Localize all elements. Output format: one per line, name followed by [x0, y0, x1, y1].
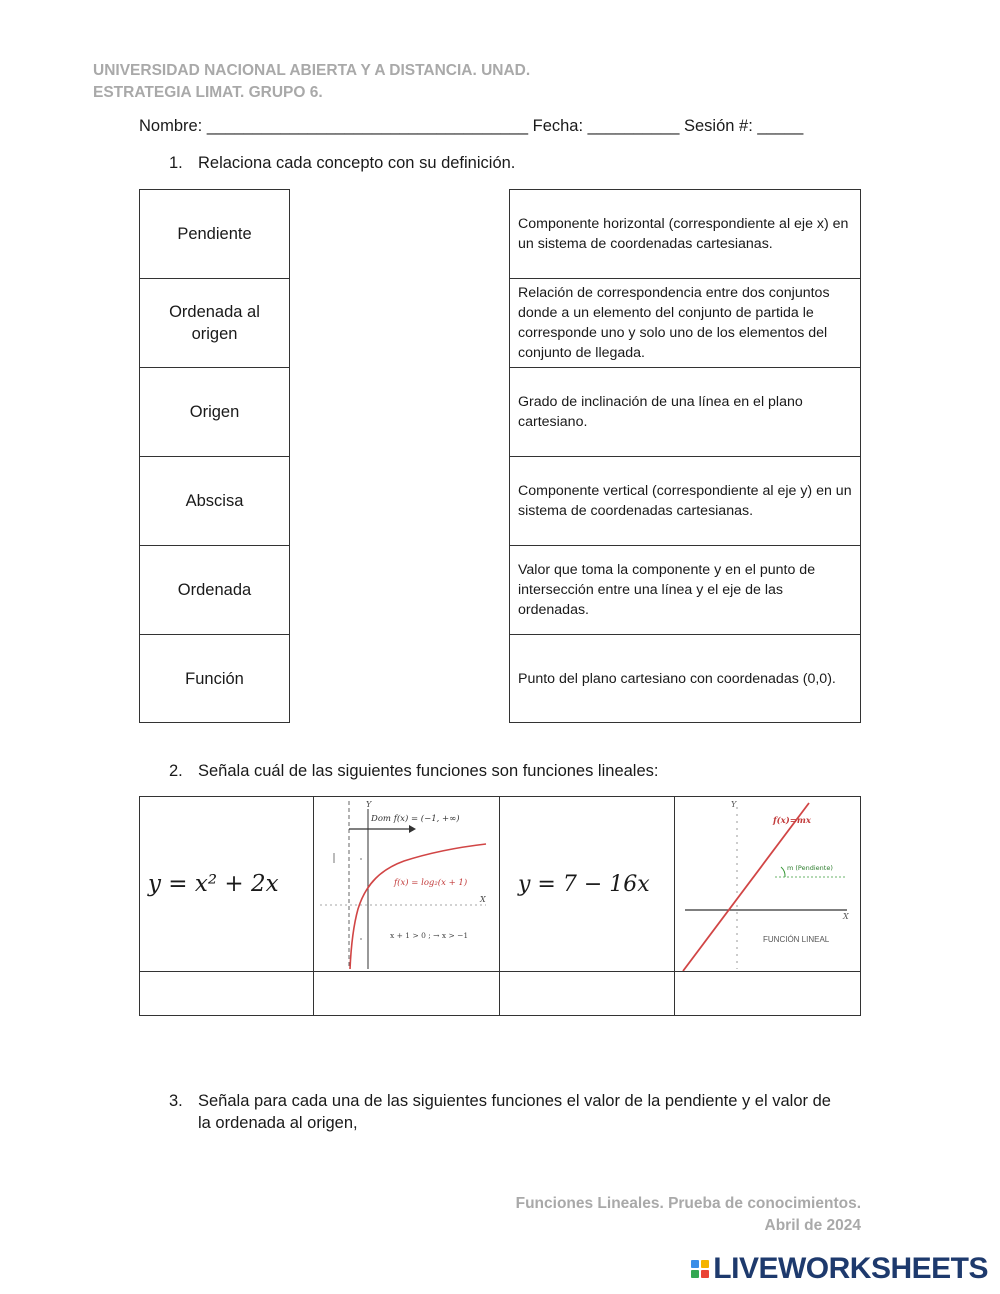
formula-quadratic: y = x² + 2x	[148, 871, 279, 897]
x-axis-label: X	[843, 912, 849, 921]
definition-cell[interactable]	[509, 456, 861, 546]
formula-cell	[499, 796, 675, 972]
definition-cell[interactable]	[509, 189, 861, 279]
concept-label: Ordenada al origen	[169, 303, 260, 343]
formula-cell	[139, 796, 314, 972]
answer-cell[interactable]	[499, 971, 675, 1016]
definition-text: Punto del plano cartesiano con coordenadas (0,0).	[518, 670, 836, 687]
question-number: 1.	[169, 154, 183, 172]
answer-cell[interactable]	[674, 971, 861, 1016]
definition-text: Componente vertical (correspondiente al eje y) en un sistema de coordenadas cartesianas.	[518, 483, 852, 519]
concept-cell[interactable]	[139, 545, 290, 635]
definition-cell[interactable]	[509, 367, 861, 457]
concept-label: Origen	[189, 403, 240, 421]
question-number: 3.	[169, 1092, 183, 1110]
function-label: f(x) = log₂(x + 1)	[394, 878, 468, 888]
header-line-1: UNIVERSIDAD NACIONAL ABIERTA Y A DISTANCIA. UNAD.	[93, 62, 531, 79]
institution-header	[93, 60, 530, 104]
concept-label: Abscisa	[185, 492, 244, 510]
question-text	[198, 1090, 831, 1134]
definition-cell[interactable]	[509, 278, 861, 368]
slope-label: m (Pendiente)	[787, 864, 833, 872]
question-text: Señala cuál de las siguientes funciones son funciones lineales:	[198, 762, 659, 780]
x-axis-label: X	[480, 895, 486, 904]
question-number: 2.	[169, 762, 183, 780]
footer-line-1: Funciones Lineales. Prueba de conocimientos.	[515, 1195, 861, 1212]
graph-cell-log	[313, 796, 500, 972]
definition-cell[interactable]	[509, 545, 861, 635]
graph-cell-linear	[674, 796, 861, 972]
liveworksheets-icon	[691, 1260, 709, 1278]
domain-label: Dom f(x) = (−1, +∞)	[371, 814, 460, 824]
liveworksheets-logo[interactable]	[691, 1252, 988, 1286]
concept-cell[interactable]	[139, 278, 290, 368]
definition-cell[interactable]	[509, 634, 861, 723]
condition-label: x + 1 > 0 ; → x > −1	[390, 931, 469, 940]
answer-cell[interactable]	[139, 971, 314, 1016]
question-1	[169, 152, 869, 176]
student-info-line[interactable]: Nombre: ___________________________________ Fecha: __________ Sesión #: _____	[139, 117, 804, 135]
brand-name: LIVEWORKSHEETS	[713, 1252, 988, 1285]
y-axis-label: Y	[366, 800, 372, 809]
question-text-line-1: Señala para cada una de las siguientes funciones el valor de la pendiente y el valor de	[198, 1092, 831, 1110]
y-axis-label: Y	[731, 800, 737, 809]
footer	[516, 1193, 861, 1237]
concept-cell[interactable]	[139, 456, 290, 546]
footer-line-2: Abril de 2024	[764, 1217, 861, 1234]
graph-caption: FUNCIÓN LINEAL	[763, 935, 830, 944]
definition-text: Grado de inclinación de una línea en el plano cartesiano.	[518, 394, 803, 430]
question-2	[169, 760, 869, 784]
definition-text: Relación de correspondencia entre dos conjuntos donde a un elemento del conjunto de partida le corresponde uno y solo uno de los elementos del conjunto de llegada.	[518, 285, 830, 361]
concept-cell[interactable]	[139, 634, 290, 723]
header-line-2: ESTRATEGIA LIMAT. GRUPO 6.	[93, 84, 323, 101]
question-3	[169, 1090, 869, 1138]
answer-cell[interactable]	[313, 971, 500, 1016]
question-text-line-2: la ordenada al origen,	[198, 1114, 358, 1132]
concept-label: Función	[185, 669, 244, 688]
function-label: f(x)=mx	[773, 816, 811, 826]
concept-cell[interactable]	[139, 189, 290, 279]
log-function-graph	[314, 797, 499, 971]
concept-label: Ordenada	[177, 581, 252, 599]
formula-linear: y = 7 − 16x	[518, 871, 650, 897]
linear-function-graph	[675, 797, 860, 971]
definition-text: Componente horizontal (correspondiente al eje x) en un sistema de coordenadas cartesianas.	[518, 216, 849, 252]
question-text: Relaciona cada concepto con su definición.	[198, 154, 516, 172]
definition-text: Valor que toma la componente y en el punto de intersección entre una línea y el eje de las ordenadas.	[518, 562, 816, 618]
concept-cell[interactable]	[139, 367, 290, 457]
concept-label: Pendiente	[177, 225, 252, 243]
